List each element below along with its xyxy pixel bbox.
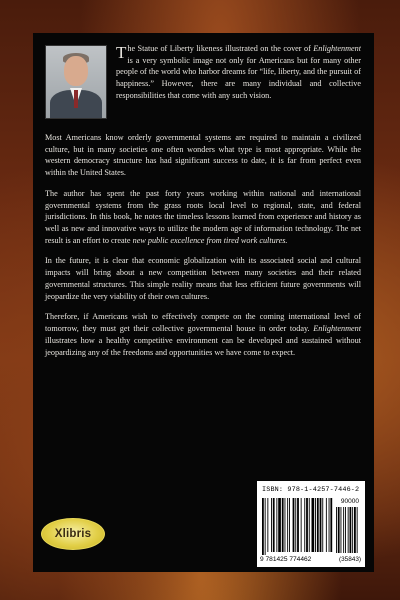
barcode-addon-bar xyxy=(341,507,342,553)
lead-paragraph-block xyxy=(45,43,361,123)
barcode-addon-bar xyxy=(343,507,344,553)
barcode-addon-bar xyxy=(345,507,346,553)
book-title: Enlightenment xyxy=(313,44,361,53)
book-title: Enlightenment xyxy=(313,324,361,334)
barcode-bar xyxy=(304,498,305,552)
barcode-addon-bar xyxy=(350,507,352,553)
barcode-bar xyxy=(278,498,281,552)
barcode-addon-bar xyxy=(352,507,353,553)
barcode-bar xyxy=(329,498,330,552)
drop-cap: T xyxy=(116,43,127,62)
barcode-bar xyxy=(306,498,308,552)
barcode-addon-bar xyxy=(348,507,349,553)
isbn-label: ISBN: 978-1-4257-7446-2 xyxy=(262,486,360,494)
barcode-bars xyxy=(262,498,360,555)
barcode-bar xyxy=(276,498,277,552)
barcode-bar xyxy=(285,498,286,552)
lead-paragraph: The Statue of Liberty likeness illustrated on the cover of Enlightenment is a very symbolic image not only for Americans but for many other people of the world who harbor dreams for “life, liberty, and the pursuit of happiness.” However, there are many individual and collective responsibilities that come with any such vision. xyxy=(116,43,361,100)
isbn-barcode xyxy=(257,481,365,567)
barcode-bar xyxy=(309,498,310,552)
barcode-bar xyxy=(262,498,264,555)
barcode-bar xyxy=(267,498,268,552)
paragraph-author: The author has spent the past forty years working within national and international governmental systems from the grass roots local level to regional, state, and federal jurisdictions. In this book, he notes the timeless lessons learned from experience and history as well as new and innovative ways to utilize the modern age of information technology. The net result is an effort to create new public excellence from tired work cultures. xyxy=(45,188,361,245)
paragraph-globalization: In the future, it is clear that economic globalization with its associated social and cultural impacts will bring about a new competition between many societies and their related governmental structures. This simple reality means that less efficient future governments will jeopardize the very viability of their own cultures. xyxy=(45,256,361,301)
barcode-bar xyxy=(330,498,332,552)
barcode-bar xyxy=(326,498,327,552)
barcode-bar xyxy=(293,498,295,552)
barcode-bar xyxy=(265,498,266,555)
barcode-code: (35843) xyxy=(338,556,361,563)
xlibris-logo: Xlibris xyxy=(41,518,105,550)
barcode-digits: 9 781425 774462 xyxy=(260,556,312,563)
barcode-bar xyxy=(301,498,302,552)
barcode-addon-bar xyxy=(354,507,356,553)
barcode-bar xyxy=(295,498,296,552)
italic-phrase: new public excellence from tired work cultures. xyxy=(132,235,288,245)
back-cover-text-panel xyxy=(33,33,374,572)
barcode-bar xyxy=(317,498,319,552)
barcode-bar xyxy=(289,498,290,552)
cover-footer xyxy=(33,480,374,572)
author-photo xyxy=(45,45,107,119)
barcode-bar xyxy=(271,498,272,552)
barcode-bar xyxy=(282,498,284,552)
barcode-bar xyxy=(297,498,299,552)
barcode-bar xyxy=(320,498,322,552)
paragraph-governance: Most Americans know orderly governmental systems are required to maintain a civilized culture, but in many societies one often wonders what type is most appropriate. While the western democracy structure has had significant success to date, it is far from perfect even within the United States. xyxy=(45,133,361,178)
barcode-addon-bar xyxy=(336,507,337,553)
barcode-bar xyxy=(322,498,323,552)
barcode-addon: 90000 xyxy=(340,498,359,505)
barcode-bar xyxy=(287,498,288,552)
barcode-addon-bar xyxy=(338,507,340,553)
barcode-bar xyxy=(273,498,275,552)
barcode-bar xyxy=(315,498,316,552)
barcode-addon-bar xyxy=(357,507,358,553)
paragraph-conclusion: Therefore, if Americans wish to effectively compete on the coming international level of tomorrow, they must get their collective governmental house in order today. Enlightenment illustrates how a healthy competitive environment can be developed and sustained without jeopardizing any of the freedoms and opportunities we have come to expect. xyxy=(45,312,361,357)
barcode-bar xyxy=(312,498,315,552)
